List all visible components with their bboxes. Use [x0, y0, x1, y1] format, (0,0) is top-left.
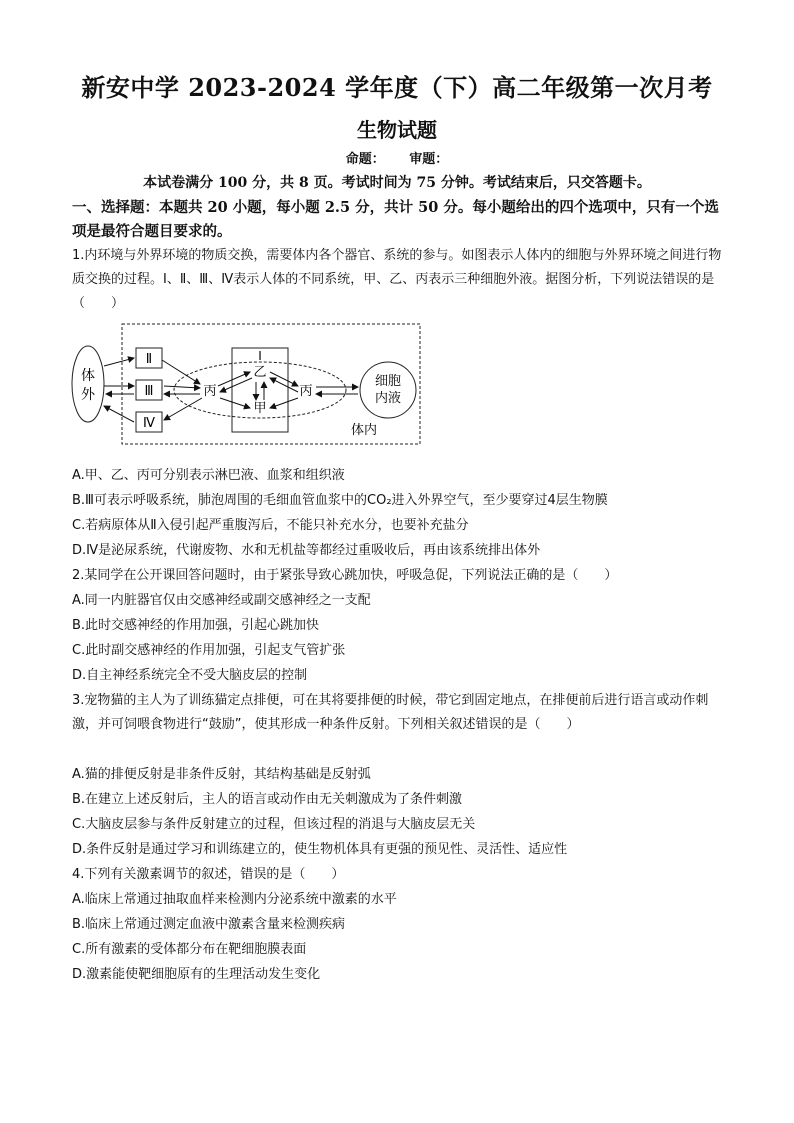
author-line: [0, 148, 794, 167]
outside-ellipse: [72, 346, 104, 422]
outside-label-2: 外: [81, 387, 95, 403]
section-heading: 一、选择题：本题共 20 小题，每小题 2.5 分，共计 50 分。每小题给出的四个选项中，只有一个选项是最符合题目要求的。: [72, 199, 719, 240]
exam-notice: 本试卷满分 100 分，共 8 页。考试时间为 75 分钟。考试结束后，只交答题卡。: [143, 175, 651, 191]
arrow: [104, 358, 134, 366]
arrow: [270, 398, 298, 408]
setter-label: 命题：: [345, 152, 385, 167]
cell-fluid-label-2: 内液: [374, 391, 402, 406]
subject-title: 生物试题: [357, 118, 437, 142]
q2-option-b: B.此时交感神经的作用加强，引起心跳加快: [72, 618, 320, 633]
reviewer-label: 审题：: [409, 152, 449, 167]
outside-label: 体: [81, 368, 95, 384]
system-1-label: Ⅰ: [258, 349, 262, 363]
q2-option-d: D.自主神经系统完全不受大脑皮层的控制: [72, 668, 308, 683]
question-4-stem: 4.下列有关激素调节的叙述，错误的是（ ）: [72, 867, 345, 882]
fluid-yi: 乙: [253, 365, 267, 380]
arrow: [162, 360, 200, 384]
fluid-bing-right: 丙: [299, 384, 313, 399]
q1-option-a: A.甲、乙、丙可分别表示淋巴液、血浆和组织液: [72, 468, 345, 483]
arrow: [220, 398, 250, 408]
body-exchange-diagram: [70, 320, 430, 448]
q1-option-c: C.若病原体从Ⅱ入侵引起严重腹泻后，不能只补充水分，也要补充盐分: [72, 518, 469, 533]
q2-option-a: A.同一内脏器官仅由交感神经或副交感神经之一支配: [72, 593, 371, 608]
arrow: [220, 378, 252, 392]
q4-option-c: C.所有激素的受体都分布在靶细胞膜表面: [72, 942, 307, 957]
q1-option-d: D.Ⅳ是泌尿系统，代谢废物、水和无机盐等都经过重吸收后，再由该系统排出体外: [72, 543, 541, 558]
inside-label: 体内: [350, 423, 378, 438]
arrow: [270, 378, 298, 392]
arrow: [104, 406, 134, 422]
fluid-bing-left: 丙: [203, 384, 217, 399]
q1-option-b: B.Ⅲ可表示呼吸系统，肺泡周围的毛细血管血浆中的CO₂进入外界空气，至少要穿过4层生物膜: [72, 493, 608, 508]
cell-fluid-label: 细胞: [374, 374, 402, 389]
arrow: [270, 372, 298, 386]
q4-option-d: D.激素能使靶细胞原有的生理活动发生变化: [72, 967, 321, 982]
system-4-label: Ⅳ: [143, 416, 155, 431]
arrow: [164, 386, 200, 388]
question-1-stem: 1.内环境与外界环境的物质交换，需要体内各个器官、系统的参与。如图表示人体内的细胞与外界环境之间进行物质交换的过程。Ⅰ、Ⅱ、Ⅲ、Ⅳ表示人体的不同系统，甲、乙、丙表示三种细胞外液。据图分析，下列说法错误的是（ ）: [72, 248, 722, 311]
system-3-label: Ⅲ: [144, 384, 154, 399]
q3-option-a: A.猫的排便反射是非条件反射，其结构基础是反射弧: [72, 767, 371, 782]
system-2-label: Ⅱ: [145, 352, 153, 367]
q2-option-c: C.此时副交感神经的作用加强，引起支气管扩张: [72, 643, 346, 658]
q3-option-d: D.条件反射是通过学习和训练建立的，使生物机体具有更强的预见性、灵活性、适应性: [72, 842, 568, 857]
q3-option-c: C.大脑皮层参与条件反射建立的过程，但该过程的消退与大脑皮层无关: [72, 817, 476, 832]
q3-option-b: B.在建立上述反射后，主人的语言或动作由无关刺激成为了条件刺激: [72, 792, 463, 807]
cell-fluid-circle: [360, 362, 416, 418]
q4-option-b: B.临床上常通过测定血液中激素含量来检测疾病: [72, 917, 346, 932]
arrow: [218, 372, 250, 386]
arrow: [164, 398, 202, 420]
exam-title: 新安中学 2023-2024 学年度（下）高二年级第一次月考: [81, 73, 713, 102]
q4-option-a: A.临床上常通过抽取血样来检测内分泌系统中激素的水平: [72, 892, 397, 907]
fluid-jia: 甲: [253, 401, 267, 416]
question-2-stem: 2.某同学在公开课回答问题时，由于紧张导致心跳加快，呼吸急促，下列说法正确的是（ ）: [72, 568, 618, 583]
question-3-stem: 3.宠物猫的主人为了训练猫定点排便，可在其将要排便的时候，带它到固定地点，在排便前后进行语言或动作刺激，并可饲喂食物进行“鼓励”，使其形成一种条件反射。下列相关叙述错误的是（ ）: [72, 693, 709, 732]
